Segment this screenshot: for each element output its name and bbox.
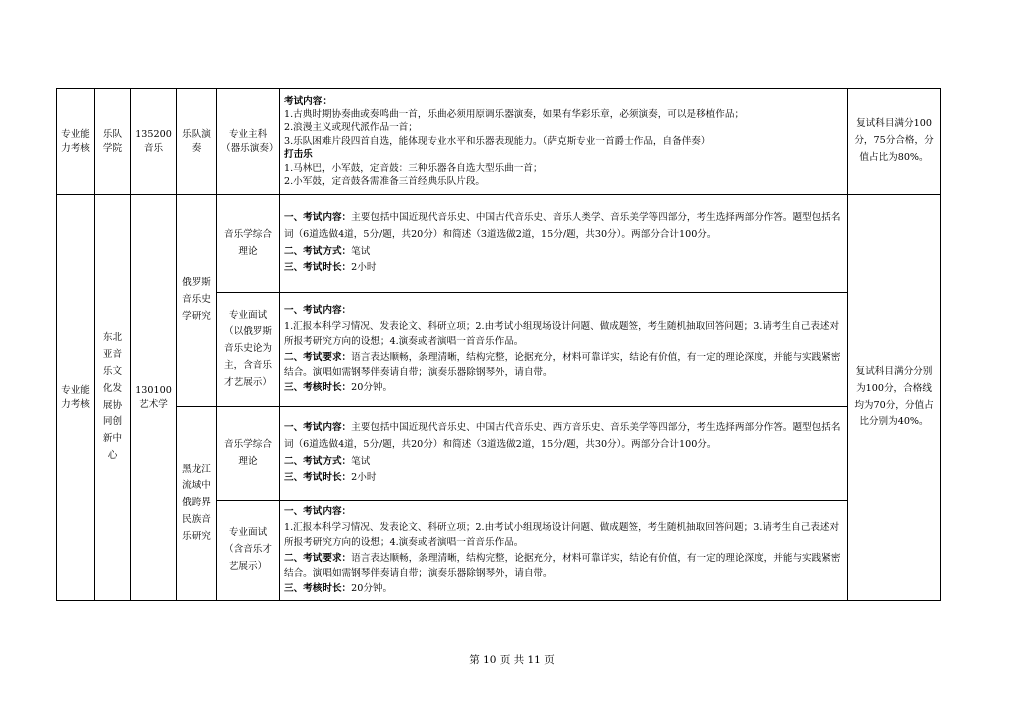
- content-line: 三、考试时长：2小时: [284, 262, 377, 274]
- direction-cell: 俄罗斯音乐史学研究: [177, 195, 217, 407]
- content-line: 一、考试内容：: [284, 305, 352, 317]
- major-cell: 130100艺术学: [131, 195, 177, 601]
- content-cell: [280, 293, 848, 407]
- content-line: 3.乐队困难片段四首自选，能体现专业水平和乐器表现能力。（萨克斯专业一首爵士作品，自备伴奏）: [284, 135, 711, 147]
- remark-cell: 复试科目满分分别为100分，合格线均为70分，分值占比分别为40%。: [848, 195, 941, 601]
- subject-cell: 音乐学综合理论: [217, 195, 280, 293]
- content-cell: [280, 89, 848, 195]
- content-cell: [280, 407, 848, 501]
- content-line: 2.浪漫主义或现代派作品一首；: [284, 122, 418, 134]
- content-line: 二、考试方式：笔试: [284, 455, 371, 467]
- content-line: 二、考试方式：笔试: [284, 245, 371, 257]
- content-cell: [280, 501, 848, 601]
- direction-cell: 乐队演奏: [177, 89, 217, 195]
- table-row: [57, 195, 941, 293]
- content-line: 考试内容：: [284, 95, 332, 107]
- subject-cell: 音乐学综合理论: [217, 407, 280, 501]
- content-line: 二、考试要求：语言表达顺畅，条理清晰，结构完整，论据充分，材料可靠详实，结论有价值，有一定的理论深度，并能与实践紧密结合。演唱如需钢琴伴奏请自带；演奏乐器除钢琴外，请自带。: [284, 552, 841, 579]
- content-line: 1.古典时期协奏曲或奏鸣曲一首，乐曲必须用原调乐器演奏，如果有华彩乐章，必须演奏，可以是移植作品；: [284, 108, 745, 120]
- content-line: 打击乐: [284, 149, 313, 161]
- content-line: 1.汇报本科学习情况、发表论文、科研立项；2.由考试小组现场设计问题、做成题签，考生随机抽取回答问题；3.请考生自己表述对所报考研究方向的设想；4.演奏或者演唱一首音乐作品。: [284, 320, 840, 348]
- direction-cell: 黑龙江流域中俄跨界民族音乐研究: [177, 407, 217, 601]
- content-line: 二、考试要求：语言表达顺畅，条理清晰，结构完整，论据充分，材料可靠详实，结论有价值，有一定的理论深度，并能与实践紧密结合。演唱如需钢琴伴奏请自带；演奏乐器除钢琴外，请自带。: [284, 351, 841, 378]
- category-cell: 专业能力考核: [57, 89, 95, 195]
- content-line: 1.马林巴，小军鼓，定音鼓：三种乐器各自选大型乐曲一首；: [284, 162, 543, 174]
- subject-cell: 专业面试（以俄罗斯音乐史论为主，含音乐才艺展示）: [217, 293, 280, 407]
- content-line: 2.小军鼓，定音鼓各需准备三首经典乐队片段。: [284, 176, 486, 188]
- college-cell: 东北亚音乐文化发展协同创新中心: [95, 195, 131, 601]
- college-cell: 乐队学院: [95, 89, 131, 195]
- category-cell: 专业能力考核: [57, 195, 95, 601]
- remark-cell: 复试科目满分100分，75分合格，分值占比为80%。: [848, 89, 941, 195]
- page-number: 第 10 页 共 11 页: [469, 654, 555, 666]
- content-line: 1.汇报本科学习情况、发表论文、科研立项；2.由考试小组现场设计问题、做成题签，考生随机抽取回答问题；3.请考生自己表述对所报考研究方向的设想；4.演奏或者演唱一首音乐作品。: [284, 521, 840, 549]
- content-line: 三、考试时长：2小时: [284, 472, 377, 484]
- content-line: 一、考试内容：主要包括中国近现代音乐史、中国古代音乐史、西方音乐史、音乐美学等四部分，考生选择两部分作答。题型包括名词（6道选做4道，5分/题，共20分）和简述（3道选做2道，15分/题，共30分）。两部分合计100分。: [284, 421, 841, 450]
- major-cell: 135200音乐: [131, 89, 177, 195]
- content-line: 三、考核时长：20分钟。: [284, 583, 393, 595]
- content-line: 三、考核时长：20分钟。: [284, 382, 393, 394]
- table-row: [57, 89, 941, 195]
- content-line: 一、考试内容：主要包括中国近现代音乐史、中国古代音乐史、音乐人类学、音乐美学等四部分，考生选择两部分作答。题型包括名词（6道选做4道，5分/题，共20分）和简述（3道选做2道，15分/题，共30分）。两部分合计100分。: [284, 211, 841, 240]
- subject-cell: 专业面试（含音乐才艺展示）: [217, 501, 280, 601]
- content-cell: [280, 195, 848, 293]
- content-line: 一、考试内容：: [284, 506, 352, 518]
- table-row: [57, 407, 941, 501]
- subject-cell: 专业主科（器乐演奏）: [217, 89, 280, 195]
- exam-table: [56, 88, 941, 601]
